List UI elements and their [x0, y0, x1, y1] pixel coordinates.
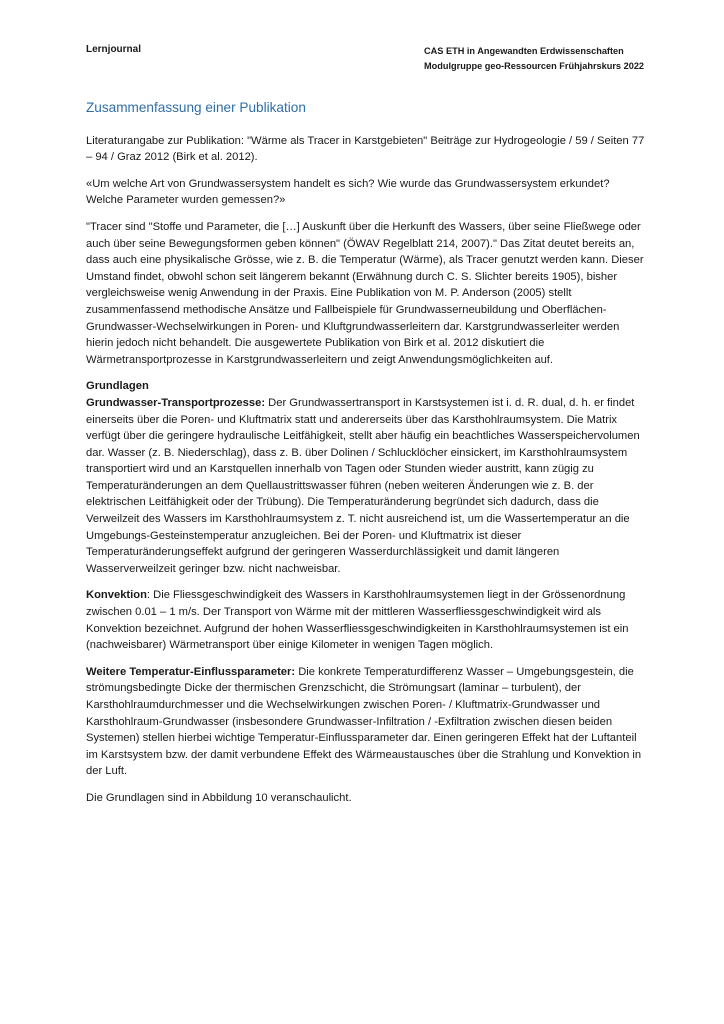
- literature-paragraph: Literaturangabe zur Publikation: "Wärme als Tracer in Karstgebieten" Beiträge zur Hydrogeologie / 59 / Seiten 77 – 94 / Graz 2012 (Birk et al. 2012).: [86, 134, 645, 164]
- transport-label: Grundwasser-Transportprozesse:: [86, 396, 266, 409]
- konvektion-text: : Die Fliessgeschwindigkeit des Wassers in Karsthohlraumsystemen liegt in der Grössenordnung zwischen 0.01 – 1 m/s. Der Transport von Wärme mit der mittleren Wasserfliessgeschwindigkeit wird als Konvektion bezeichnet. Aufgrund der hohen Wasserfliessgeschwindigkeiten in Karsthohlraumsystemen ist ein (nachweisbarer) Wärmetransport über einige Kilometer in wenigen Tagen möglich.: [86, 589, 629, 652]
- header-right-line-1: CAS ETH in Angewandten Erdwissenschaften: [424, 46, 624, 56]
- document-body: [86, 100, 646, 817]
- abbildung-paragraph: Die Grundlagen sind in Abbildung 10 veranschaulicht.: [86, 791, 352, 804]
- weitere-label: Weitere Temperatur-Einflussparameter:: [86, 665, 296, 678]
- transport-text: Der Grundwassertransport in Karstsystemen ist i. d. R. dual, d. h. er findet einerseits über die Poren- und Kluftmatrix statt und andererseits über das Karsthohlraumsystem. Die Matrix verfügt über die geringere hydraulische Leitfähigkeit, stellt aber häufig ein beachtliches Wasserspeichervolumen dar. Wasser (z. B. Niederschlag), dass z. B. über Dolinen / Schlucklöcher einsickert, im Karsthohlraumsystem transportiert wird und an Karstquellen innerhalb von Tagen oder Stunden wieder austritt, kann zügig zu Temperaturänderungen an dem Quellaustrittswasser führen (neben weiteren Änderungen wie z. B. der elektrischen Leitfähigkeit oder der Trübung). Die Temperaturänderung begründet sich dadurch, dass die Verweilzeit des Wassers im Karsthohlraumsystem z. T. nicht ausreichend ist, um die Wassertemperatur an die Umgebungs-Gesteinstemperatur anzugleichen. Bei der Poren- und Kluftmatrix ist dieser Temperaturänderungseffekt aufgrund der geringeren Wasserdurchlässigkeit und damit längeren Wasserverweilzeit geringer bzw. nicht nachweisbar.: [86, 396, 640, 575]
- header-right: [424, 44, 644, 74]
- question-paragraph: «Um welche Art von Grundwassersystem handelt es sich? Wie wurde das Grundwassersystem erkundet? Welche Parameter wurden gemessen?»: [86, 177, 610, 207]
- page-title: Zusammenfassung einer Publikation: [86, 100, 306, 115]
- grundlagen-heading: Grundlagen: [86, 380, 149, 393]
- konvektion-label: Konvektion: [86, 589, 147, 602]
- header-left: Lernjournal: [86, 44, 142, 55]
- tracer-paragraph: "Tracer sind "Stoffe und Parameter, die […] Auskunft über die Herkunft des Wassers, über seine Fließwege oder auch über seine Bewegungsformen geben können" (ÖWAV Regelblatt 214, 2007)." Das Zitat deutet bereits an, dass auch eine physikalische Grösse, wie z. B. die Temperatur (Wärme), als Tracer genutzt werden kann. Dieser Umstand findet, obwohl schon seit längerem bekannt (Erwähnung durch C. S. Slichter bereits 1905), bisher vergleichsweise wenig Anwendung in der Praxis. Eine Publikation von M. P. Anderson (2005) stellt zusammenfassend methodische Ansätze und Fallbeispiele für Grundwasserneubildung und Oberflächen-Grundwasser-Wechselwirkungen in Poren- und Kluftgrundwasserleitern dar. Karstgrundwasserleiter werden hierin jedoch nicht behandelt. Die ausgewertete Publikation von Birk et al. 2012 diskutiert die Wärmetransportprozesse in Karstgrundwasserleitern und zeigt Anwendungsmöglichkeiten auf.: [86, 220, 644, 366]
- header-right-line-2: Modulgruppe geo-Ressourcen Frühjahrskurs 2022: [424, 61, 645, 71]
- transport-paragraph: [86, 395, 646, 578]
- weitere-text: Die konkrete Temperaturdifferenz Wasser – Umgebungsgestein, die strömungsbedingte Dicke der thermischen Grenzschicht, die Strömungsart (laminar – turbulent), der Karsthohlraumdurchmesser und die Wechselwirkungen zwischen Poren- / Kluftmatrix-Grundwasser und Karsthohlraum-Grundwasser (insbesondere Grundwasser-Infiltration / -Exfiltration zwischen diesen beiden Systemen) stellen hierbei wichtige Temperatur-Einflussparameter dar. Einen geringeren Effekt hat der Luftanteil im Karstsystem bzw. der damit verbundene Effekt des Wärmeaustausches über die Strahlung und Konvektion in der Luft.: [86, 665, 642, 778]
- konvektion-paragraph: [86, 587, 646, 653]
- weitere-paragraph: [86, 664, 646, 780]
